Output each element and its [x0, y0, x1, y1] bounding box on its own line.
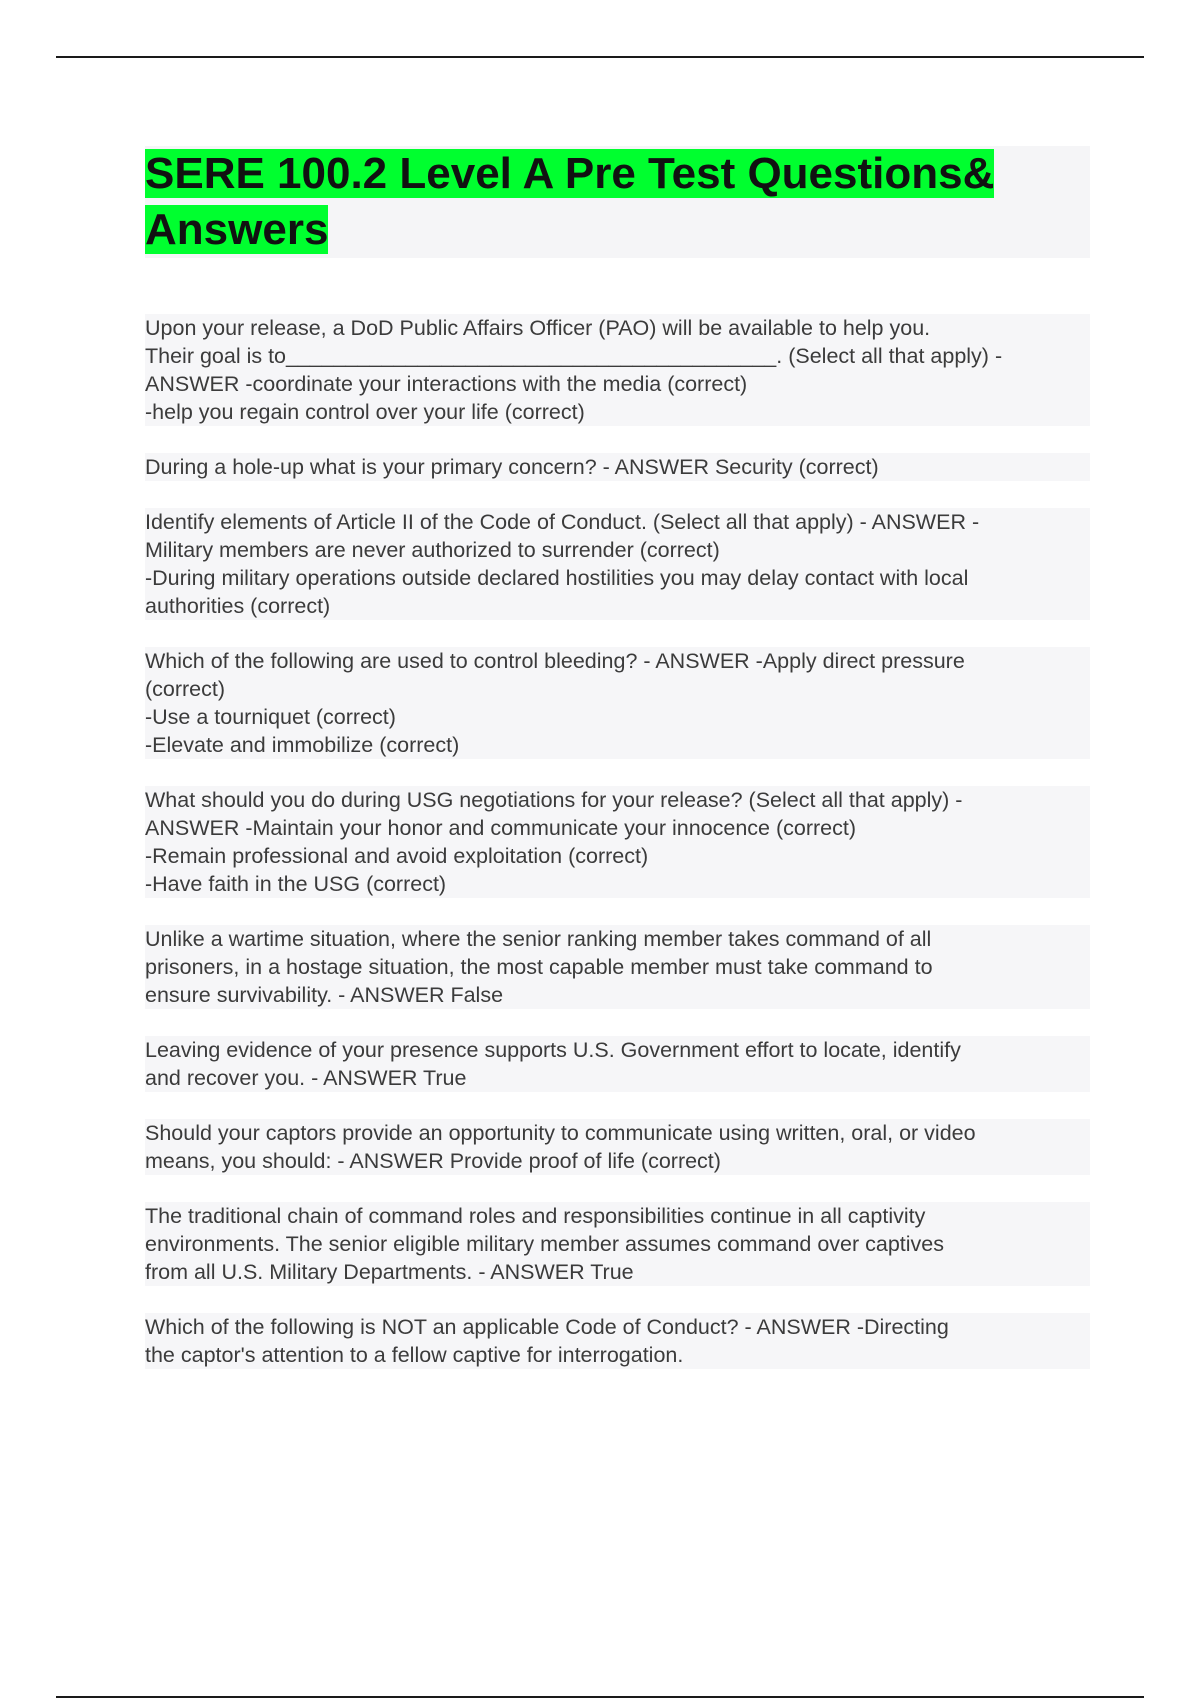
qa-line: Should your captors provide an opportunity to communicate using written, oral, or video [145, 1119, 1090, 1147]
qa-line: ANSWER -Maintain your honor and communicate your innocence (correct) [145, 814, 1090, 842]
qa-line: Unlike a wartime situation, where the senior ranking member takes command of all [145, 925, 1090, 953]
qa-line: What should you do during USG negotiations for your release? (Select all that apply) - [145, 786, 1090, 814]
title-line-1: SERE 100.2 Level A Pre Test Questions& [145, 149, 995, 198]
qa-line: (correct) [145, 675, 1090, 703]
qa-item [145, 508, 1090, 620]
qa-line: and recover you. - ANSWER True [145, 1064, 1090, 1092]
qa-line: Upon your release, a DoD Public Affairs Officer (PAO) will be available to help you. [145, 314, 1090, 342]
qa-item [145, 1036, 1090, 1092]
qa-item [145, 1313, 1090, 1369]
qa-line: -Have faith in the USG (correct) [145, 870, 1090, 898]
qa-line: means, you should: - ANSWER Provide proof of life (correct) [145, 1147, 1090, 1175]
qa-line: the captor's attention to a fellow captive for interrogation. [145, 1341, 1090, 1369]
qa-line: Military members are never authorized to surrender (correct) [145, 536, 1090, 564]
qa-line: ANSWER -coordinate your interactions with the media (correct) [145, 370, 1090, 398]
qa-line: authorities (correct) [145, 592, 1090, 620]
title-line-2: Answers [145, 205, 329, 254]
qa-line: -help you regain control over your life (correct) [145, 398, 1090, 426]
qa-line: During a hole-up what is your primary concern? - ANSWER Security (correct) [145, 453, 1090, 481]
qa-list [145, 314, 1090, 1369]
qa-line: The traditional chain of command roles and responsibilities continue in all captivity [145, 1202, 1090, 1230]
qa-line: environments. The senior eligible military member assumes command over captives [145, 1230, 1090, 1258]
top-rule [56, 56, 1144, 58]
qa-item [145, 925, 1090, 1009]
qa-line: -Elevate and immobilize (correct) [145, 731, 1090, 759]
qa-line: Leaving evidence of your presence supports U.S. Government effort to locate, identify [145, 1036, 1090, 1064]
qa-line: -Use a tourniquet (correct) [145, 703, 1090, 731]
qa-line: Which of the following are used to control bleeding? - ANSWER -Apply direct pressure [145, 647, 1090, 675]
qa-line: Which of the following is NOT an applicable Code of Conduct? - ANSWER -Directing [145, 1313, 1090, 1341]
qa-item [145, 314, 1090, 426]
qa-item [145, 1119, 1090, 1175]
qa-item [145, 786, 1090, 898]
page-title [145, 146, 1090, 258]
qa-line: Identify elements of Article II of the Code of Conduct. (Select all that apply) - ANSWER - [145, 508, 1090, 536]
qa-item [145, 1202, 1090, 1286]
document-body [145, 146, 1090, 1396]
qa-line: -During military operations outside declared hostilities you may delay contact with local [145, 564, 1090, 592]
qa-line: Their goal is to_________________________________________. (Select all that apply) - [145, 342, 1090, 370]
qa-line: ensure survivability. - ANSWER False [145, 981, 1090, 1009]
qa-item [145, 453, 1090, 481]
qa-line: prisoners, in a hostage situation, the most capable member must take command to [145, 953, 1090, 981]
qa-line: from all U.S. Military Departments. - ANSWER True [145, 1258, 1090, 1286]
qa-line: -Remain professional and avoid exploitation (correct) [145, 842, 1090, 870]
bottom-rule [56, 1696, 1144, 1698]
qa-item [145, 647, 1090, 759]
